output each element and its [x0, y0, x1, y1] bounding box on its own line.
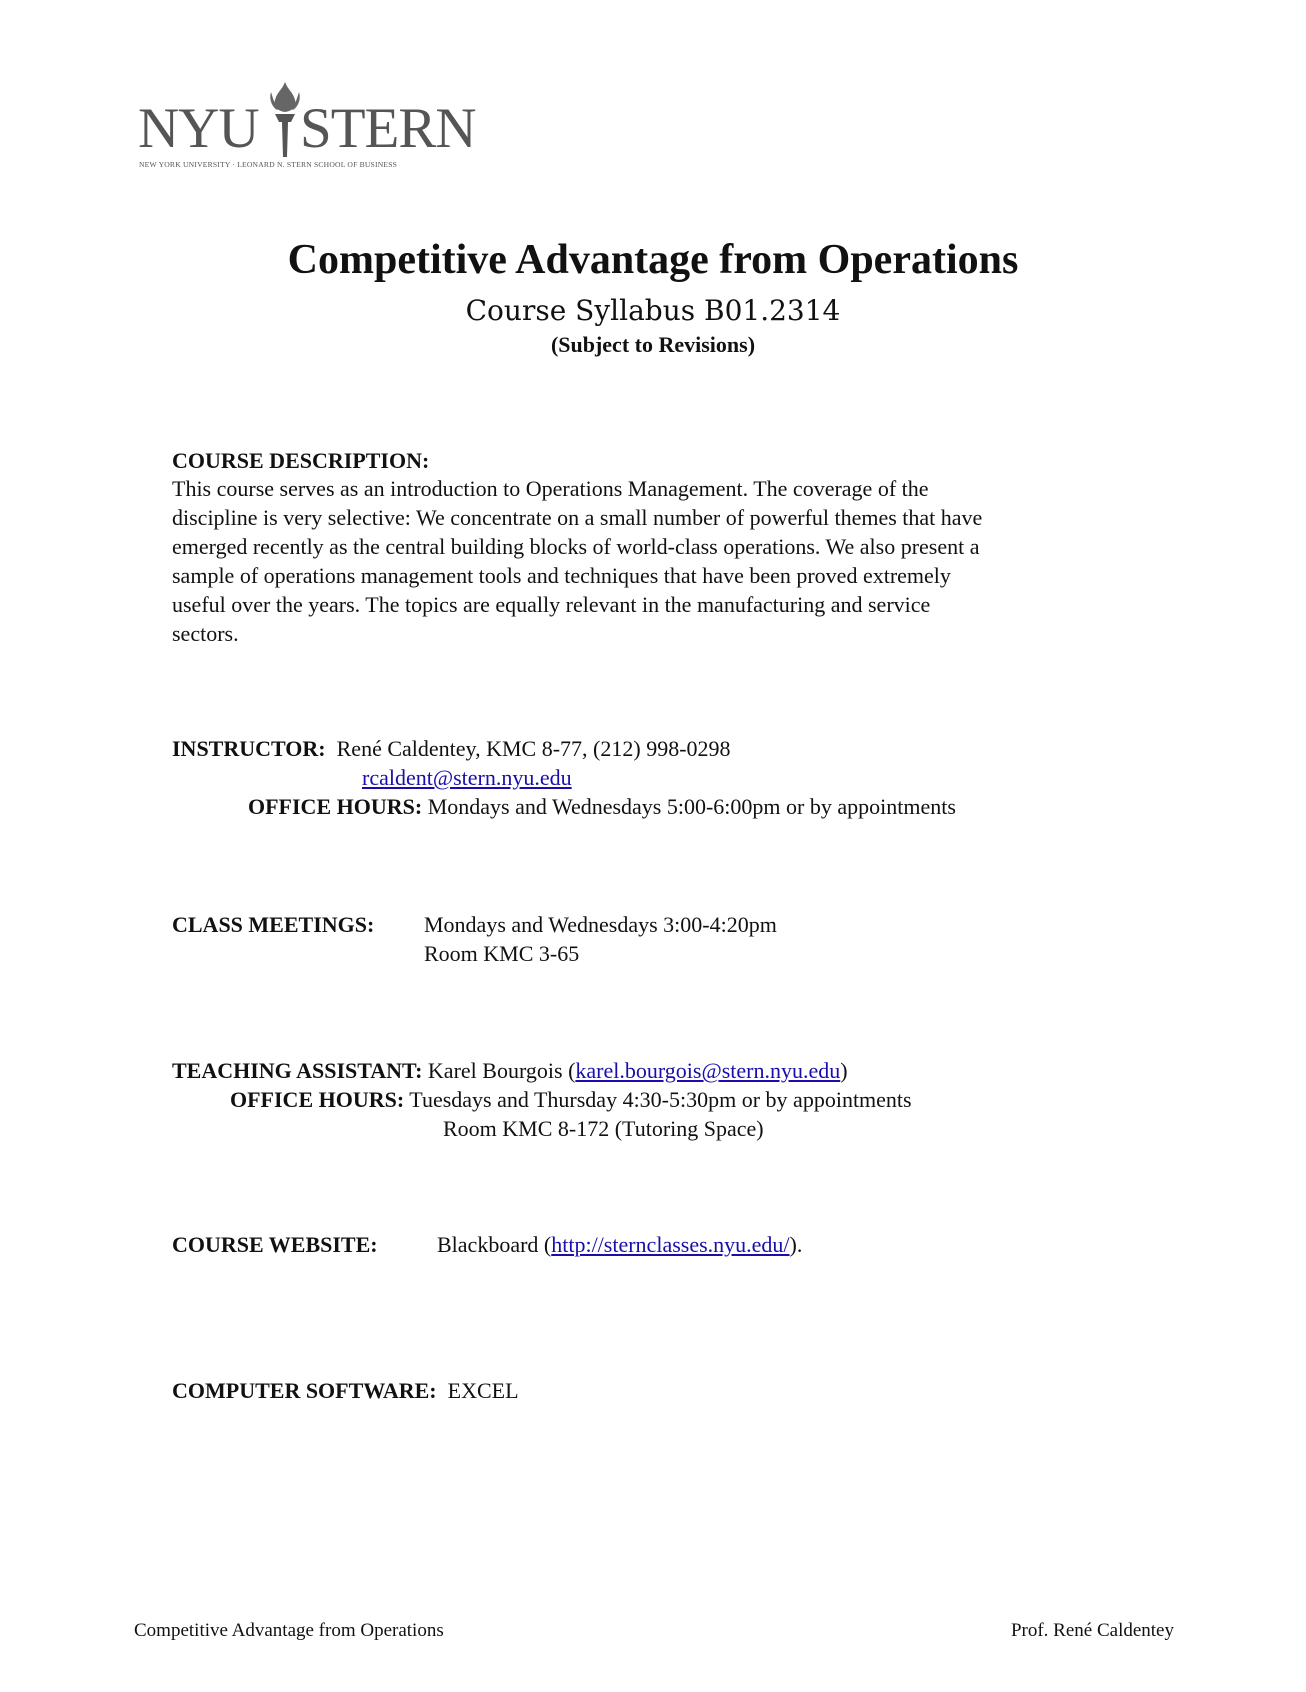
logo-nyu-word: NYU: [138, 97, 259, 160]
instructor-row: [172, 734, 731, 763]
footer-course-title: Competitive Advantage from Operations: [134, 1620, 444, 1641]
instructor-email-row: [362, 763, 572, 792]
teaching-assistant-name: Karel Bourgois: [427, 1058, 563, 1083]
description-line: emerged recently as the central building blocks of world-class operations. We also present a: [172, 534, 980, 559]
description-line: sample of operations management tools and techniques that have been proved extremely: [172, 563, 951, 588]
computer-software-row: [172, 1376, 519, 1405]
instructor-info: René Caldentey, KMC 8-77, (212) 998-0298: [336, 736, 731, 761]
page-subtitle: Course Syllabus B01.2314: [465, 294, 841, 327]
revision-note: (Subject to Revisions): [550, 332, 756, 357]
logo-subtitle: NEW YORK UNIVERSITY · LEONARD N. STERN SCHOOL OF BUSINESS: [139, 160, 398, 169]
paren-close: ): [840, 1058, 848, 1083]
course-website-link[interactable]: http://sternclasses.nyu.edu/: [551, 1232, 790, 1257]
nyu-stern-logo: [138, 78, 488, 178]
teaching-assistant-heading: TEACHING ASSISTANT:: [172, 1058, 423, 1083]
course-website-row: [437, 1230, 802, 1259]
paren-close: ).: [789, 1232, 803, 1257]
description-line: This course serves as an introduction to Operations Management. The coverage of the: [172, 476, 929, 501]
teaching-assistant-email-link[interactable]: karel.bourgois@stern.nyu.edu: [575, 1058, 841, 1083]
course-description-body: [172, 474, 1132, 648]
computer-software-value: EXCEL: [447, 1378, 519, 1403]
instructor-heading: INSTRUCTOR:: [172, 736, 326, 761]
instructor-email-link[interactable]: rcaldent@stern.nyu.edu: [362, 765, 572, 790]
footer-professor: Prof. René Caldentey: [1010, 1620, 1174, 1641]
instructor-office-hours: Mondays and Wednesdays 5:00-6:00pm or by appointments: [427, 794, 956, 819]
course-description-heading: COURSE DESCRIPTION:: [172, 448, 430, 473]
ta-office-hours-label: OFFICE HOURS:: [230, 1087, 405, 1112]
logo-stern-word: STERN: [300, 97, 476, 160]
paren-open: (: [543, 1232, 552, 1257]
description-line: discipline is very selective: We concentrate on a small number of powerful themes that have: [172, 505, 983, 530]
description-line: useful over the years. The topics are equally relevant in the manufacturing and service: [172, 592, 931, 617]
computer-software-heading: COMPUTER SOFTWARE:: [172, 1378, 437, 1403]
ta-office-hours: Tuesdays and Thursday 4:30-5:30pm or by appointments: [409, 1087, 912, 1112]
instructor-office-hours-row: [248, 792, 956, 821]
page-title: Competitive Advantage from Operations: [287, 237, 1019, 283]
course-website-name: Blackboard: [437, 1232, 539, 1257]
ta-office-hours-row: [230, 1085, 912, 1114]
class-meetings-heading: CLASS MEETINGS:: [172, 912, 375, 937]
ta-room: Room KMC 8-172 (Tutoring Space): [443, 1116, 764, 1141]
class-meetings-time: Mondays and Wednesdays 3:00-4:20pm: [424, 912, 777, 937]
class-meetings-room: Room KMC 3-65: [424, 941, 580, 966]
description-line: sectors.: [172, 621, 239, 646]
paren-open: (: [568, 1058, 576, 1083]
instructor-office-hours-label: OFFICE HOURS:: [248, 794, 423, 819]
course-website-heading: COURSE WEBSITE:: [172, 1232, 378, 1257]
teaching-assistant-row: [172, 1056, 848, 1085]
